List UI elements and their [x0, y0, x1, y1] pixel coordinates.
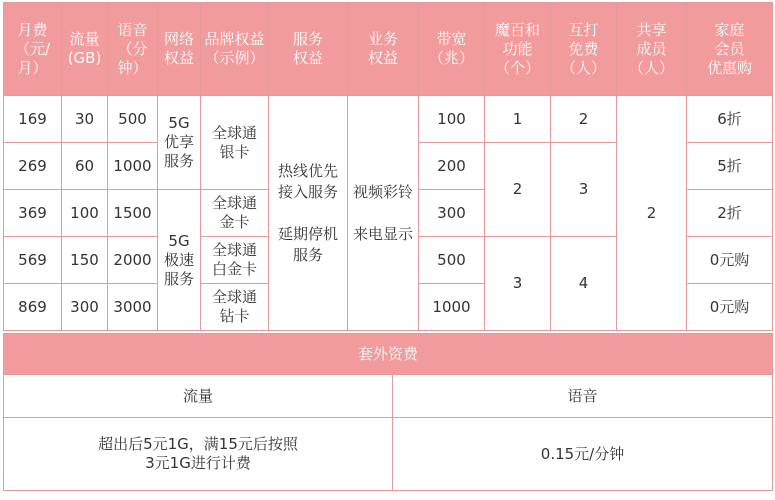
extra-voice-label: 语音: [393, 375, 773, 418]
header-service: 服务 权益: [269, 3, 348, 96]
shared-members-cell: 2: [617, 96, 687, 331]
free-calls-cell: 4: [551, 237, 617, 331]
discount-cell: 2折: [687, 190, 773, 237]
bandwidth-cell: 500: [419, 237, 485, 284]
header-voice: 语音 （分钟）: [108, 3, 158, 96]
network-tier1-cell: 5G 优享 服务: [158, 96, 201, 190]
voice-cell: 3000: [108, 284, 158, 331]
extra-charges-table: [3, 333, 773, 491]
brand-diamond-cell: 全球通 钻卡: [201, 284, 269, 331]
voice-cell: 1500: [108, 190, 158, 237]
business-cell: 视频彩铃 来电显示: [348, 96, 419, 331]
brand-gold-cell: 全球通 金卡: [201, 190, 269, 237]
fee-cell: 269: [4, 143, 62, 190]
header-mobaihe: 魔百和 功能 （个）: [485, 3, 551, 96]
fee-cell: 169: [4, 96, 62, 143]
network-tier2-cell: 5G 极速 服务: [158, 190, 201, 331]
extra-data-label: 流量: [4, 375, 393, 418]
data-cell: 150: [62, 237, 108, 284]
header-shared-members: 共享 成员 （人）: [617, 3, 687, 96]
extra-charges-title: 套外资费: [4, 334, 773, 375]
plans-table: [3, 2, 773, 331]
voice-cell: 1000: [108, 143, 158, 190]
voice-cell: 500: [108, 96, 158, 143]
data-cell: 300: [62, 284, 108, 331]
discount-cell: 5折: [687, 143, 773, 190]
bandwidth-cell: 1000: [419, 284, 485, 331]
fee-cell: 369: [4, 190, 62, 237]
data-cell: 30: [62, 96, 108, 143]
header-data: 流量 (GB): [62, 3, 108, 96]
header-bandwidth: 带宽 （兆）: [419, 3, 485, 96]
extra-data-detail: 超出后5元1G，满15元后按照 3元1G进行计费: [4, 418, 393, 491]
brand-silver-cell: 全球通 银卡: [201, 96, 269, 190]
service-cell: 热线优先 接入服务 延期停机 服务: [269, 96, 348, 331]
header-monthly-fee: 月费 （元/月）: [4, 3, 62, 96]
header-family-discount: 家庭 会员 优惠购: [687, 3, 773, 96]
header-network: 网络 权益: [158, 3, 201, 96]
voice-cell: 2000: [108, 237, 158, 284]
bandwidth-cell: 200: [419, 143, 485, 190]
mobaihe-cell: 3: [485, 237, 551, 331]
discount-cell: 0元购: [687, 284, 773, 331]
fee-cell: 569: [4, 237, 62, 284]
free-calls-cell: 3: [551, 143, 617, 237]
mobaihe-cell: 1: [485, 96, 551, 143]
free-calls-cell: 2: [551, 96, 617, 143]
extra-charges-title-row: [4, 334, 773, 375]
extra-voice-detail: 0.15元/分钟: [393, 418, 773, 491]
bandwidth-cell: 100: [419, 96, 485, 143]
extra-charges-label-row: [4, 375, 773, 418]
header-free-calls: 互打 免费 （人）: [551, 3, 617, 96]
discount-cell: 6折: [687, 96, 773, 143]
extra-charges-detail-row: [4, 418, 773, 491]
brand-platinum-cell: 全球通 白金卡: [201, 237, 269, 284]
header-brand: 品牌权益 （示例）: [201, 3, 269, 96]
header-row: [4, 3, 773, 96]
header-business: 业务 权益: [348, 3, 419, 96]
fee-cell: 869: [4, 284, 62, 331]
data-cell: 100: [62, 190, 108, 237]
bandwidth-cell: 300: [419, 190, 485, 237]
table-row: [4, 96, 773, 143]
data-cell: 60: [62, 143, 108, 190]
discount-cell: 0元购: [687, 237, 773, 284]
mobaihe-cell: 2: [485, 143, 551, 237]
